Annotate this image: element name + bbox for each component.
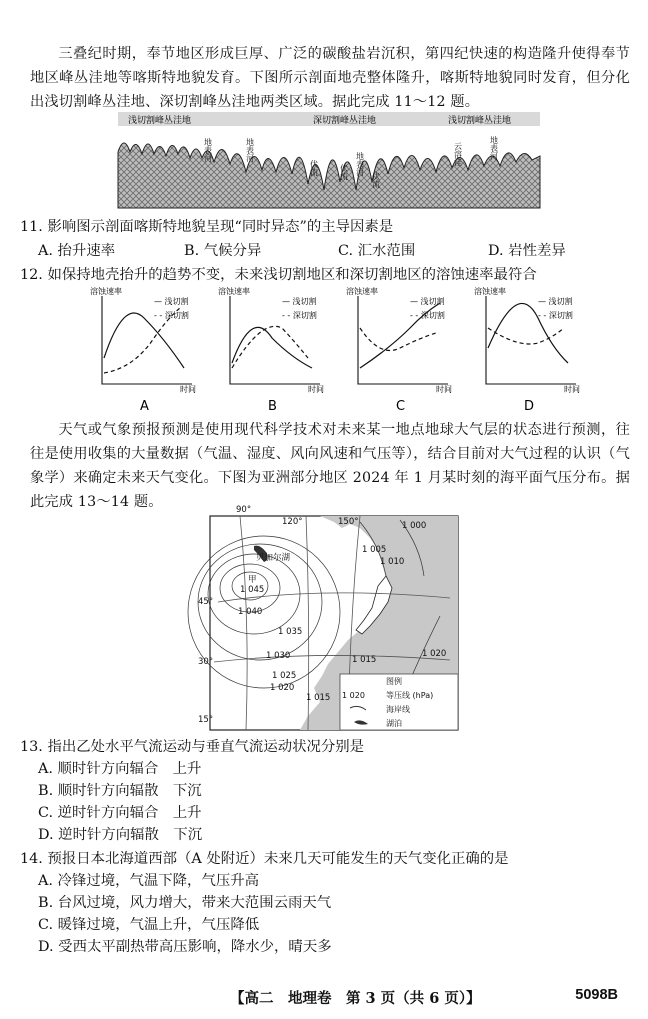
profile-label-9: 云溶洼 [453, 142, 463, 166]
question-13-stem: 13. 指出乙处水平气流运动与垂直气流运动状况分别是 [20, 739, 365, 755]
graph-letter: A [140, 399, 149, 414]
isobar-1045: 1 045 [240, 585, 265, 595]
legend-coast: 海岸线 [386, 705, 410, 714]
graph-xlabel: 时间 [180, 385, 196, 394]
lon-120: 120° [282, 517, 303, 527]
graph-ylabel: 溶蚀速率 [346, 287, 378, 296]
profile-label-7: 伏流 [339, 164, 349, 180]
intro-paragraph-2: 天气或气象预报预测是使用现代科学技术对未来某一地点地球大气层的状态进行预测，往往是使用收集的大量数据（气温、湿度、风向风速和气压等），结合目前对大气过程的认识（气象学）来确定未来天气变化。下图为亚洲部分地区 2024 年 1 月某时刻的海平面气压分布。据此完成 13～14 题。 [30, 422, 630, 510]
legend-title: 图例 [386, 677, 402, 686]
graph-legend-deep: - - 深切割 [282, 311, 317, 320]
q11-option-d[interactable]: D. 岩性差异 [488, 243, 566, 259]
graph-letter: D [524, 399, 535, 414]
graph-xlabel: 时间 [436, 385, 452, 394]
graph-ylabel: 溶蚀速率 [218, 287, 250, 296]
graph-letter: B [268, 399, 277, 414]
isobar-1015-b: 1 015 [306, 693, 331, 703]
graph-legend-shallow: — 浅切割 [282, 297, 317, 306]
graph-legend-deep: - - 深切割 [538, 311, 573, 320]
isobar-1035: 1 035 [278, 627, 303, 637]
rate-graph-C [346, 286, 452, 414]
isobar-1000: 1 000 [402, 521, 427, 531]
intro-paragraph-1: 三叠纪时期，奉节地区形成巨厚、广泛的碳酸盐岩沉积，第四纪快速的构造隆升使得奉节地区峰丛洼地等喀斯特地貌发育。下图所示剖面地壳整体隆升，喀斯特地貌同时发育，但分化出浅切割峰丛洼地、深切割峰丛洼地两类区域。据此完成 11～12 题。 [30, 46, 630, 110]
rate-graph-A [90, 286, 196, 414]
lat-15: 15° [198, 715, 214, 725]
q11-option-b[interactable]: B. 气候分异 [184, 243, 262, 259]
footer-page-info: 【高二 地理卷 第 3 页（共 6 页）】 [230, 990, 481, 1007]
shallow-curve [104, 313, 184, 368]
karst-profile-figure [118, 112, 540, 208]
profile-label-6: 伏流 [309, 160, 319, 176]
deep-curve [488, 328, 564, 344]
q13-option-b[interactable]: B. 顺时针方向辐散 下沉 [38, 783, 202, 799]
q14-option-a[interactable]: A. 冷锋过境，气温下降，气压升高 [38, 873, 260, 889]
lake-label: 贝加尔湖 [256, 553, 291, 563]
profile-label-1: 地表河 [203, 138, 213, 162]
graph-legend-deep: - - 深切割 [410, 311, 445, 320]
graph-axes [358, 296, 448, 384]
profile-region-right: 浅切割峰丛洼地 [448, 116, 512, 126]
rate-graph-B [218, 286, 324, 414]
graph-axes [486, 296, 576, 384]
lat-45: 45° [198, 597, 214, 607]
q14-option-d[interactable]: D. 受西太平副热带高压影响，降水少，晴天多 [38, 939, 332, 955]
isobar-1020-b: 1 020 [422, 649, 447, 659]
profile-region-mid: 深切割峰丛洼地 [313, 116, 377, 126]
isobar-1015-a: 1 015 [352, 655, 377, 665]
rate-graph-D [474, 286, 580, 414]
graph-axes [230, 296, 320, 384]
graph-xlabel: 时间 [308, 385, 324, 394]
q14-option-b[interactable]: B. 台风过境，风力增大，带来大范围云雨天气 [38, 895, 332, 911]
deep-curve [232, 326, 308, 368]
q11-option-a[interactable]: A. 抬升速率 [38, 243, 116, 259]
profile-label-2: 地表河 [245, 138, 255, 162]
lon-90: 90° [236, 505, 252, 515]
isobar-1010: 1 010 [380, 557, 405, 567]
profile-label-10: 地表河 [489, 136, 499, 160]
pressure-map [198, 505, 458, 730]
legend-isobar: 等压线 (hPa) [386, 691, 434, 700]
graph-legend-shallow: — 浅切割 [410, 297, 445, 306]
graph-ylabel: 溶蚀速率 [90, 287, 122, 296]
place-label: 甲 [248, 575, 257, 585]
isobar-1005: 1 005 [362, 545, 387, 555]
shallow-curve [232, 327, 312, 368]
profile-region-left: 浅切割峰丛洼地 [128, 116, 192, 126]
graph-legend-shallow: — 浅切割 [154, 297, 189, 306]
footer-code: 5098B [575, 987, 618, 1003]
q13-option-d[interactable]: D. 逆时针方向辐散 下沉 [38, 827, 203, 843]
q13-option-c[interactable]: C. 逆时针方向辐合 上升 [38, 805, 202, 821]
graph-xlabel: 时间 [564, 385, 580, 394]
lon-150: 150° [338, 517, 359, 527]
graph-letter: C [396, 399, 406, 414]
q13-option-a[interactable]: A. 顺时针方向辐合 上升 [38, 761, 202, 777]
isobar-1025: 1 025 [272, 671, 297, 681]
isobar-1030: 1 030 [266, 651, 291, 661]
graph-legend-shallow: — 浅切割 [538, 297, 573, 306]
lat-30: 30° [198, 657, 214, 667]
q14-option-c[interactable]: C. 暖锋过境，气温上升，气压降低 [38, 917, 260, 933]
question-11-stem: 11. 影响图示剖面喀斯特地貌呈现“同时异态”的主导因素是 [20, 219, 394, 235]
question-12-stem: 12. 如保持地壳抬升的趋势不变，未来浅切割地区和深切割地区的溶蚀速率最符合 [20, 267, 537, 283]
rate-graphs [84, 288, 584, 412]
graph-ylabel: 溶蚀速率 [474, 287, 506, 296]
profile-label-3: 地表河 [355, 152, 365, 176]
graph-legend-deep: - - 深切割 [154, 311, 189, 320]
legend-lake: 湖泊 [386, 719, 402, 728]
isobar-1020: 1 020 [270, 683, 295, 693]
isobar-1040: 1 040 [238, 607, 263, 617]
legend-isobar-value: 1 020 [342, 691, 365, 700]
q11-option-c[interactable]: C. 汇水范围 [338, 243, 416, 259]
question-14-stem: 14. 预报日本北海道西部（A 处附近）未来几天可能发生的天气变化正确的是 [20, 851, 509, 867]
profile-label-8: 伏流 [371, 172, 381, 188]
